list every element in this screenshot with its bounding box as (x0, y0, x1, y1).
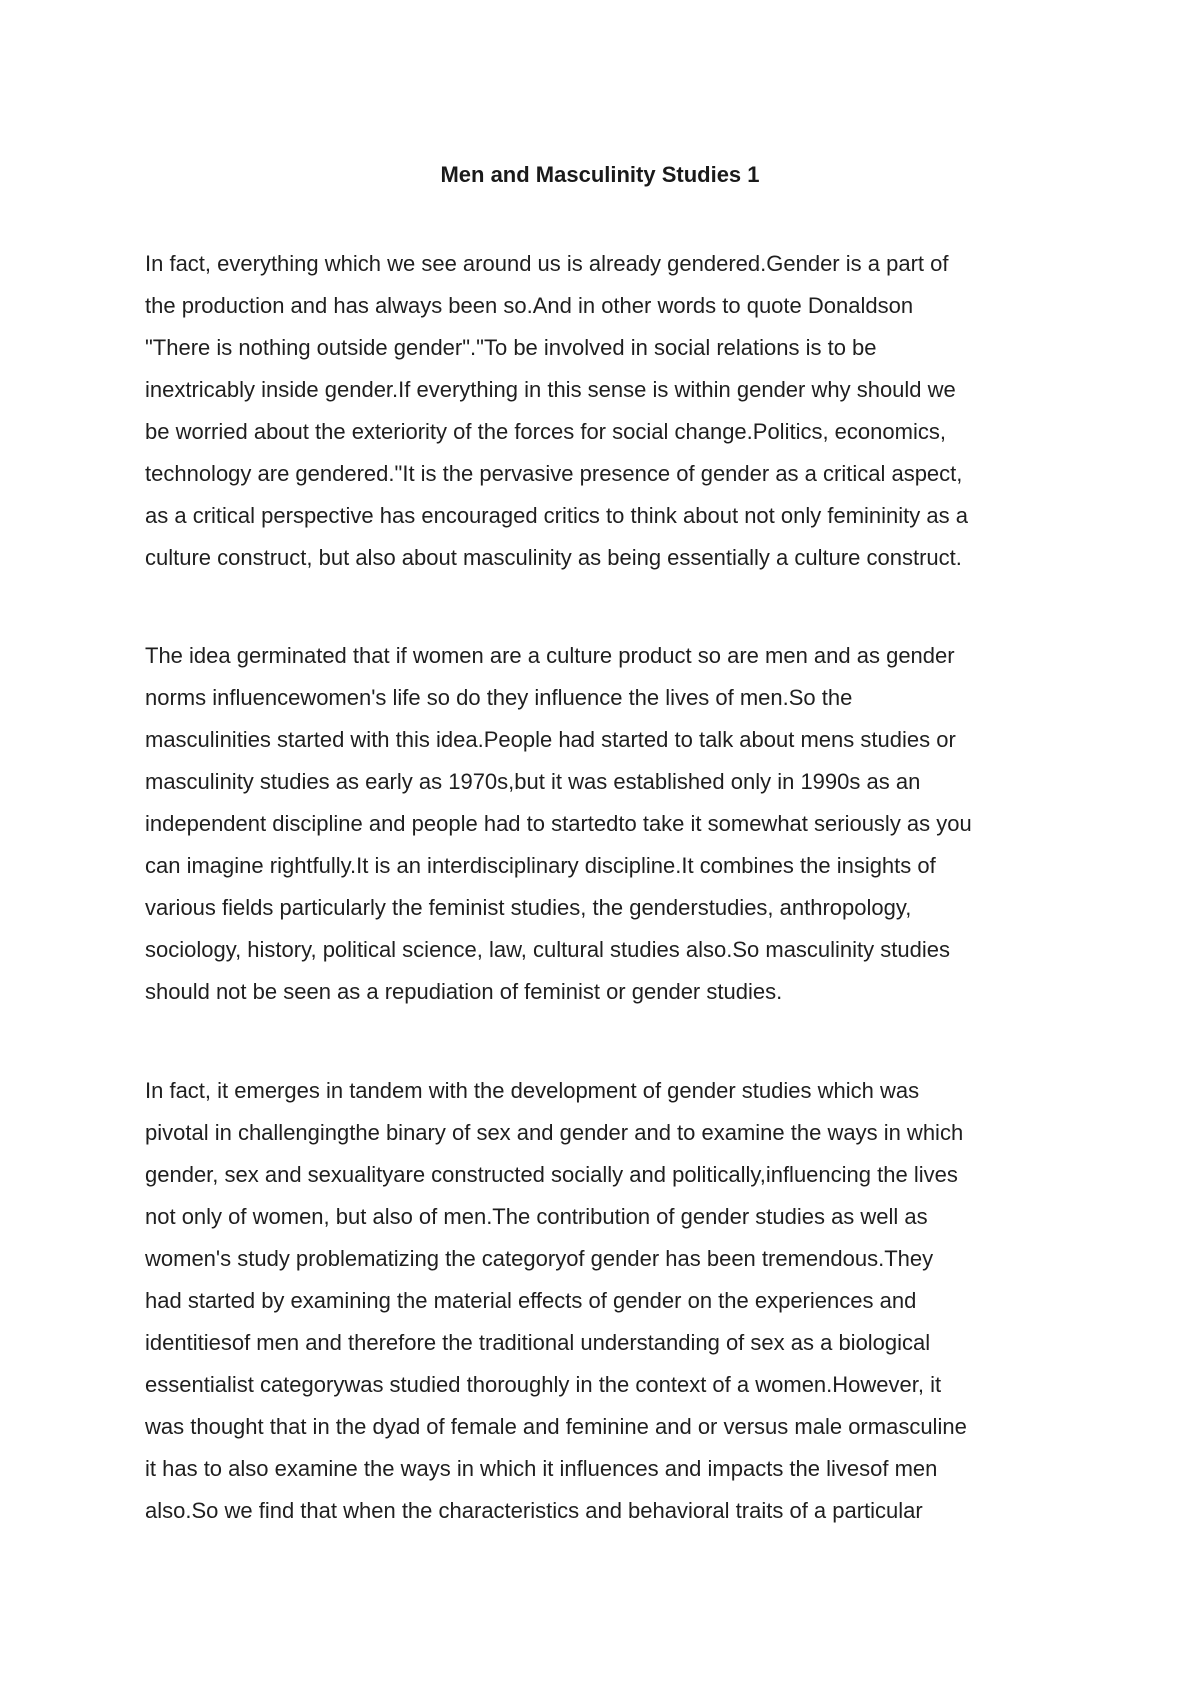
document-title: Men and Masculinity Studies 1 (440, 162, 760, 187)
paragraph-3: In fact, it emerges in tandem with the development of gender studies which was pivotal in challengingthe binary of sex and gender and to examine the ways in which gender, sex and sexualityare constructed socially and politically,influencing the lives not only of women, but also of men.The contribution of gender studies as well as women's study problematizing the categoryof gender has been tremendous.They had started by examining the material effects of gender on the experiences and identitiesof men and therefore the traditional understanding of sex as a biological essentialist categorywas studied thoroughly in the context of a women.However, it was thought that in the dyad of female and feminine and or versus male ormasculine it has to also examine the ways in which it influences and impacts the livesof men also.So we find that when the characteristics and behavioral traits of a particular (145, 1078, 967, 1523)
paragraph-1: In fact, everything which we see around us is already gendered.Gender is a part of the production and has always been so.And in other words to quote Donaldson "There is nothing outside gender"."To be involved in social relations is to be inextricably inside gender.If everything in this sense is within gender why should we be worried about the exteriority of the forces for social change.Politics, economics, technology are gendered."It is the pervasive presence of gender as a critical aspect, as a critical perspective has encouraged critics to think about not only femininity as a culture construct, but also about masculinity as being essentially a culture construct. (145, 251, 968, 570)
paragraph-2: The idea germinated that if women are a culture product so are men and as gender norms influencewomen's life so do they influence the lives of men.So the masculinities started with this idea.People had started to talk about mens studies or masculinity studies as early as 1970s,but it was established only in 1990s as an independent discipline and people had to startedto take it somewhat seriously as you can imagine rightfully.It is an interdisciplinary discipline.It combines the insights of various fields particularly the feminist studies, the genderstudies, anthropology, sociology, history, political science, law, cultural studies also.So masculinity studies should not be seen as a repudiation of feminist or gender studies. (145, 643, 972, 1004)
